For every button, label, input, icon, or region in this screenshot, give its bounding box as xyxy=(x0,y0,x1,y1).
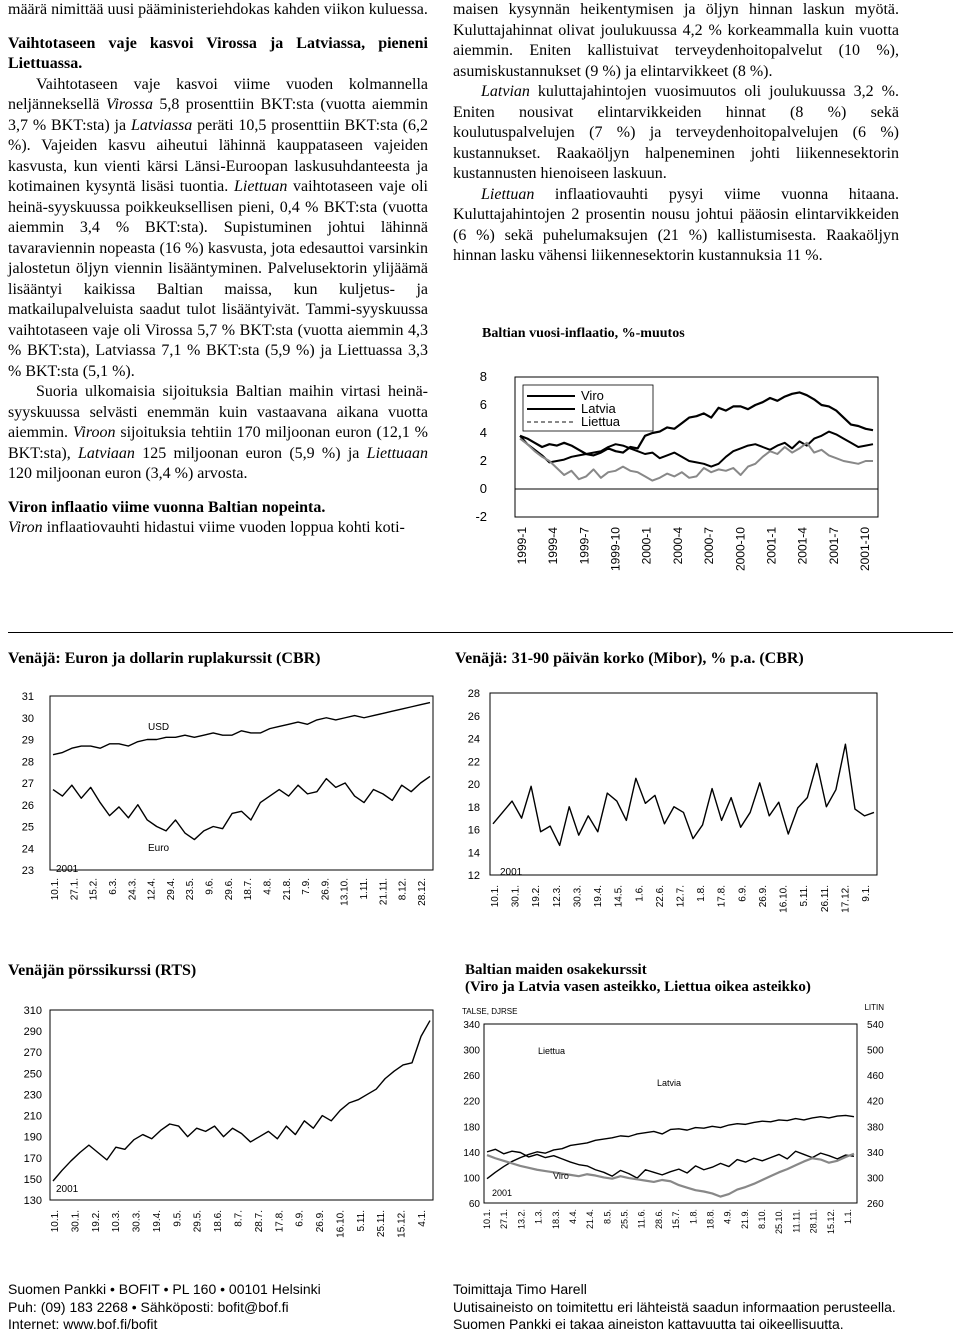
y-tick-label-3: 22 xyxy=(467,756,480,769)
x-tick-label-12: 6.9. xyxy=(737,885,749,902)
x-tick-label-0: 10.1. xyxy=(490,885,501,908)
x-tick-label-1: 30.1. xyxy=(510,885,522,908)
chart-title-mibor: Venäjä: 31-90 päivän korko (Mibor), % p.a. (CBR) xyxy=(455,650,804,667)
x-tick-label-21: 1.1. xyxy=(843,1209,853,1225)
y-tick-label-2: 24 xyxy=(467,733,480,746)
y-tick-label-1: 6 xyxy=(479,397,487,412)
x-tick-label-9: 29.6. xyxy=(223,878,235,901)
plot-frame xyxy=(50,1010,433,1200)
x-tick-label-10: 28.7. xyxy=(253,1210,265,1233)
chart-title-baltic-stocks: Baltian maiden osakekurssit xyxy=(465,962,647,978)
right-axis-label: LITIN xyxy=(864,1003,884,1012)
x-tick-label-9: 11.6. xyxy=(636,1209,647,1229)
x-tick-label-18: 9.1. xyxy=(861,885,872,902)
x-tick-label-17: 25.10. xyxy=(774,1209,785,1235)
series-line-rts xyxy=(53,1021,430,1181)
x-tick-label-18: 8.12. xyxy=(397,878,409,901)
x-tick-label-7: 1.6. xyxy=(634,885,646,902)
y-tick-label-4: 27 xyxy=(21,778,34,790)
series-line-euro xyxy=(53,776,430,839)
plot-frame xyxy=(50,696,433,870)
footer-disclaimer-1: Uutisaineisto on toimitettu eri lähteistä saadun informaation perusteella. xyxy=(453,1298,896,1315)
x-tick-label-2: 13.2. xyxy=(516,1209,527,1230)
series-line-mibor xyxy=(493,744,874,845)
y-tick-label-7: 170 xyxy=(23,1152,42,1165)
x-tick-label-3: 1999-10 xyxy=(608,527,623,572)
paragraph-estonia-inflation: maisen kysynnän heikentymisen ja öljyn hinnan laskun myötä. Kuluttajahinnat olivat joulukuussa 4,2 % korkeammalla kuin vuotta aiemmin. Eniten kallistuivat terveydenhoitopalvelut (10 %), asumiskustannukset (9 %) ja elintarvikkeet (8 %). xyxy=(453,1,899,80)
x-tick-label-4: 18.3. xyxy=(550,1209,561,1230)
y-tick-label-0: 31 xyxy=(21,691,34,703)
x-tick-label-14: 4.9. xyxy=(722,1209,733,1225)
footer-address: Suomen Pankki • BOFIT • PL 160 • 00101 Helsinki xyxy=(8,1281,321,1297)
x-tick-label-3: 1.3. xyxy=(533,1209,544,1225)
y-tick-label-5: -2 xyxy=(475,509,487,524)
right-y-tick-3: 420 xyxy=(867,1096,884,1108)
footer-disclaimer-2: Suomen Pankki ei takaa aineiston kattavuutta tai oikeellisuutta. xyxy=(453,1316,844,1332)
x-tick-label-15: 5.11. xyxy=(355,1210,367,1232)
chart-title-ruble-rates: Venäjä: Euron ja dollarin ruplakurssit (CBR) xyxy=(8,650,321,667)
series-line-latvia xyxy=(487,1115,854,1178)
paragraph-fdi: Suoria ulkomaisia sijoituksia Baltian maihin virtasi heinä-syyskuussa selvästi enemmän kuin vastaavana aikana vuotta aiemmin. Viroon sijoituksia tehtiin 170 miljoonan euron (12,1 % BKT:sta), Latviaan 125 miljoonan euron (5,9 %) ja Liettuaan 120 miljoonan euron (3,4 %) arvosta. xyxy=(8,383,429,482)
series-line-liettua xyxy=(520,439,873,481)
x-tick-label-5: 19.4. xyxy=(593,885,605,908)
paragraph-latvia-inflation: Latvian kuluttajahintojen vuosimuutos oli joulukuussa 3,2 %. Eniten nousivat elintarvikkeiden hinnat (8 %) sekä koulutuspalvelujen (7 %) ja terveydenhoitopalvelujen (6 %) kustannukset. Raakaöljyn halpeneminen johti liikennesektorin kustannusten hienoiseen laskuun. xyxy=(453,83,899,182)
x-tick-label-0: 10.1. xyxy=(50,1210,61,1233)
x-tick-label-12: 6.9. xyxy=(294,1210,306,1227)
right-text-column xyxy=(453,0,899,267)
x-tick-label-1: 27.1. xyxy=(69,878,81,901)
right-y-tick-5: 340 xyxy=(867,1147,884,1159)
x-tick-label-13: 26.9. xyxy=(315,1210,327,1233)
left-text-column xyxy=(8,0,428,539)
x-tick-label-0: 10.1. xyxy=(482,1209,492,1230)
chart-rts xyxy=(8,1000,438,1250)
y-tick-label-0: 310 xyxy=(23,1005,42,1017)
x-tick-label-15: 21.9. xyxy=(739,1209,750,1230)
x-tick-label-17: 17.12. xyxy=(840,885,852,913)
x-tick-label-19: 28.11. xyxy=(808,1209,819,1234)
x-tick-label-8: 22.6. xyxy=(654,885,666,908)
x-tick-label-9: 12.7. xyxy=(675,885,687,908)
x-tick-label-8: 2001-1 xyxy=(764,527,779,565)
x-tick-label-13: 7.9. xyxy=(301,878,313,895)
footer-left xyxy=(8,1281,321,1334)
x-tick-label-4: 24.3. xyxy=(127,878,139,901)
plot-frame xyxy=(490,693,877,875)
y-tick-label-5: 210 xyxy=(23,1110,42,1123)
x-tick-label-3: 6.3. xyxy=(107,878,119,895)
x-tick-label-14: 16.10. xyxy=(778,885,790,913)
x-tick-label-1: 27.1. xyxy=(499,1209,510,1230)
x-tick-label-8: 9.6. xyxy=(204,878,216,895)
chart-baltic-stocks xyxy=(452,996,902,1250)
paragraph-current-account: Vaihtotaseen vaje kasvoi viime vuoden kolmannella neljänneksellä Virossa 5,8 prosenttiin BKT:sta (vuotta aiemmin 3,7 % BKT:sta) ja Latviassa peräti 10,5 prosenttiin BKT:sta (6,2 %). Vajeiden kasvu aiheutui lähinnä kauppataseen vajeiden kasvusta, kun vienti kärsi Länsi-Euroopan laskusuhdanteesta ja kotimainen kysyntä lisäsi tuontia. Liettuan vaihtotaseen vaje oli heinä-syyskuussa poikkeuksellisen pieni, 0,4 % BKT:sta (vuotta aiemmin 3,4 % BKT:sta). Supistuminen johtui lähinnä tavaraviennin nopeasta (16 %) kasvusta, jota edesauttoi varsinkin jalostetun öljyn viennin lisääntyminen. Palvelusektorin ylijäämä lisääntyi kaikissa Baltian maissa, kun kuljetus- ja matkailupalveluista saadut tulot lisääntyivät. Tammi-syyskuussa vaihtotaseen vaje oli Virossa 5,7 % BKT:sta (vuotta aiemmin 4,3 % BKT:sta), Latviassa 7,1 % BKT:sta (5,9 %) ja Liettuassa 3,3 % BKT:sta (5,1 %). xyxy=(8,75,429,380)
left-axis-label: TALSE, DJRSE xyxy=(462,1007,518,1016)
y-tick-label-1: 30 xyxy=(21,712,34,725)
series-label-liettua: Liettua xyxy=(538,1046,566,1056)
series-label-latvia: Latvia xyxy=(657,1078,682,1088)
year-label: 2001 xyxy=(56,864,79,875)
left-y-tick-5: 140 xyxy=(463,1147,480,1159)
chart-mibor xyxy=(452,685,892,933)
x-tick-label-9: 2001-4 xyxy=(795,527,810,565)
x-tick-label-10: 1.8. xyxy=(696,885,708,902)
x-tick-label-5: 12.4. xyxy=(146,878,158,901)
x-tick-label-15: 13.10. xyxy=(339,878,351,906)
x-tick-label-4: 30.3. xyxy=(131,1210,143,1233)
x-tick-label-5: 2000-4 xyxy=(670,527,685,565)
x-tick-label-7: 29.5. xyxy=(192,1210,204,1233)
footer-right xyxy=(453,1281,896,1334)
y-tick-label-3: 250 xyxy=(23,1068,42,1081)
x-tick-label-18: 4.1. xyxy=(417,1210,428,1227)
y-tick-label-8: 23 xyxy=(21,865,34,877)
y-tick-label-4: 20 xyxy=(467,779,480,791)
x-tick-label-2: 19.2. xyxy=(90,1210,102,1233)
x-tick-label-3: 10.3. xyxy=(111,1210,123,1233)
x-tick-label-7: 8.5. xyxy=(602,1209,613,1225)
left-y-tick-7: 60 xyxy=(468,1199,480,1210)
legend-label-viro: Viro xyxy=(581,388,604,403)
x-tick-label-11: 17.8. xyxy=(716,885,728,908)
x-tick-label-12: 21.8. xyxy=(281,878,293,901)
x-tick-label-2: 19.2. xyxy=(531,885,543,908)
x-tick-label-13: 26.9. xyxy=(757,885,769,908)
x-tick-label-0: 10.1. xyxy=(50,878,61,901)
y-tick-label-4: 0 xyxy=(479,481,487,496)
y-tick-label-2: 29 xyxy=(21,734,34,747)
left-y-tick-0: 340 xyxy=(463,1020,480,1031)
x-tick-label-6: 29.4. xyxy=(165,878,177,901)
y-tick-label-6: 190 xyxy=(23,1131,42,1144)
x-tick-label-5: 4.4. xyxy=(567,1209,578,1225)
x-tick-label-11: 2001-10 xyxy=(858,527,872,572)
x-tick-label-8: 18.6. xyxy=(213,1210,225,1233)
y-tick-label-0: 8 xyxy=(479,369,487,384)
heading-current-account: Vaihtotaseen vaje kasvoi Virossa ja Latviassa, pieneni Liettuassa. xyxy=(8,34,428,72)
x-tick-label-18: 11.11. xyxy=(791,1209,802,1233)
x-tick-label-4: 30.3. xyxy=(572,885,584,908)
y-tick-label-7: 14 xyxy=(467,847,480,860)
legend-label-liettua: Liettua xyxy=(581,414,621,429)
paragraph-inflation-start: Viron inflaatiovauhti hidastui viime vuoden loppua kohti koti- xyxy=(8,519,405,536)
series-line-viro xyxy=(487,1154,854,1197)
x-tick-label-16: 25.11. xyxy=(376,1210,388,1238)
left-y-tick-1: 300 xyxy=(463,1045,480,1057)
x-tick-label-10: 28.6. xyxy=(653,1209,664,1230)
x-tick-label-0: 1999-1 xyxy=(515,527,529,565)
y-tick-label-0: 28 xyxy=(467,688,480,700)
year-label: 2001 xyxy=(500,867,523,878)
y-tick-label-6: 25 xyxy=(21,821,34,834)
y-tick-label-3: 2 xyxy=(479,453,487,468)
x-tick-label-9: 8.7. xyxy=(233,1210,245,1227)
y-tick-label-2: 4 xyxy=(479,425,487,440)
series-line-usd xyxy=(53,703,430,755)
footer-contact: Puh: (09) 183 2268 • Sähköposti: bofit@bof.fi xyxy=(8,1298,289,1315)
x-tick-label-11: 15.7. xyxy=(671,1209,682,1230)
year-label: 2001 xyxy=(492,1188,513,1198)
x-tick-label-3: 12.3. xyxy=(551,885,563,908)
y-tick-label-4: 230 xyxy=(23,1089,42,1102)
y-tick-label-3: 28 xyxy=(21,756,34,769)
y-tick-label-8: 150 xyxy=(23,1173,42,1186)
x-tick-label-6: 9.5. xyxy=(172,1210,184,1227)
chart-baltic-inflation xyxy=(453,365,903,585)
x-tick-label-10: 2001-7 xyxy=(826,527,841,565)
series-line-latvia xyxy=(520,432,873,467)
x-tick-label-11: 17.8. xyxy=(274,1210,286,1233)
chart-ruble-rates xyxy=(8,688,438,930)
x-tick-label-19: 28.12. xyxy=(417,878,428,906)
y-tick-label-5: 26 xyxy=(21,799,34,812)
footer-editor: Toimittaja Timo Harell xyxy=(453,1281,587,1297)
x-tick-label-8: 25.5. xyxy=(619,1209,630,1230)
x-tick-label-7: 2000-10 xyxy=(733,527,748,572)
x-tick-label-12: 1.8. xyxy=(688,1209,699,1225)
x-tick-label-16: 1.11. xyxy=(359,878,371,900)
right-y-tick-1: 500 xyxy=(867,1045,884,1057)
x-tick-label-17: 15.12. xyxy=(396,1210,408,1238)
paragraph-continued: määrä nimittää uusi pääministeriehdokas kahden viikon kuluessa. xyxy=(8,1,428,18)
right-y-tick-4: 380 xyxy=(867,1122,884,1134)
y-tick-label-2: 270 xyxy=(23,1047,42,1060)
x-tick-label-13: 18.8. xyxy=(705,1209,716,1230)
x-tick-label-4: 2000-1 xyxy=(639,527,654,565)
series-label-euro: Euro xyxy=(148,843,170,854)
series-label-usd: USD xyxy=(148,722,170,733)
x-tick-label-16: 26.11. xyxy=(819,885,831,913)
x-tick-label-6: 2000-7 xyxy=(702,527,717,565)
chart-title-baltic-inflation: Baltian vuosi-inflaatio, %-muutos xyxy=(482,326,685,341)
chart-subtitle-baltic-stocks: (Viro ja Latvia vasen asteikko, Liettua oikea asteikko) xyxy=(465,979,811,995)
x-tick-label-20: 15.12. xyxy=(825,1209,836,1235)
x-tick-label-15: 5.11. xyxy=(799,885,811,907)
right-y-tick-7: 260 xyxy=(867,1199,884,1210)
paragraph-lithuania-inflation: Liettuan inflaatiovauhti pysyi viime vuonna hitaana. Kuluttajahintojen 2 prosentin nousu johtui pääosin elintarvikkeiden (6 %) sekä puhelumaksujen (21 %) kallistumisesta. Raakaöljyn hinnan lasku vähensi liikennesektorin kustannuksia 11 %. xyxy=(453,185,899,264)
right-y-tick-6: 300 xyxy=(867,1173,884,1185)
heading-inflation: Viron inflaatio viime vuonna Baltian nopeinta. xyxy=(8,498,326,516)
divider xyxy=(8,632,953,633)
left-y-tick-3: 220 xyxy=(463,1096,480,1108)
right-y-tick-2: 460 xyxy=(867,1071,884,1083)
series-label-viro: Viro xyxy=(553,1171,569,1181)
year-label: 2001 xyxy=(56,1184,79,1195)
y-tick-label-8: 12 xyxy=(467,870,480,882)
left-y-tick-6: 100 xyxy=(463,1173,480,1185)
x-tick-label-1: 30.1. xyxy=(70,1210,82,1233)
legend-label-latvia: Latvia xyxy=(581,401,616,416)
left-y-tick-2: 260 xyxy=(463,1071,480,1083)
x-tick-label-2: 1999-7 xyxy=(577,527,592,565)
x-tick-label-6: 21.4. xyxy=(585,1209,596,1230)
footer-website: Internet: www.bof.fi/bofit xyxy=(8,1316,158,1332)
x-tick-label-16: 8.10. xyxy=(757,1209,768,1230)
x-tick-label-2: 15.2. xyxy=(88,878,100,901)
x-tick-label-6: 14.5. xyxy=(613,885,625,908)
x-tick-label-17: 21.11. xyxy=(378,878,390,906)
x-tick-label-5: 19.4. xyxy=(151,1210,163,1233)
y-tick-label-1: 26 xyxy=(467,710,480,723)
x-tick-label-11: 4.8. xyxy=(262,878,274,895)
y-tick-label-9: 130 xyxy=(23,1195,42,1207)
y-tick-label-1: 290 xyxy=(23,1026,42,1039)
y-tick-label-7: 24 xyxy=(21,843,34,856)
x-tick-label-7: 23.5. xyxy=(185,878,197,901)
x-tick-label-14: 26.9. xyxy=(320,878,332,901)
y-tick-label-6: 16 xyxy=(467,824,480,837)
left-y-tick-4: 180 xyxy=(463,1122,480,1134)
y-tick-label-5: 18 xyxy=(467,801,480,814)
chart-title-rts: Venäjän pörssikurssi (RTS) xyxy=(8,962,197,979)
x-tick-label-1: 1999-4 xyxy=(546,527,561,565)
x-tick-label-10: 18.7. xyxy=(243,878,255,901)
right-y-tick-0: 540 xyxy=(867,1020,884,1031)
x-tick-label-14: 16.10. xyxy=(335,1210,347,1238)
